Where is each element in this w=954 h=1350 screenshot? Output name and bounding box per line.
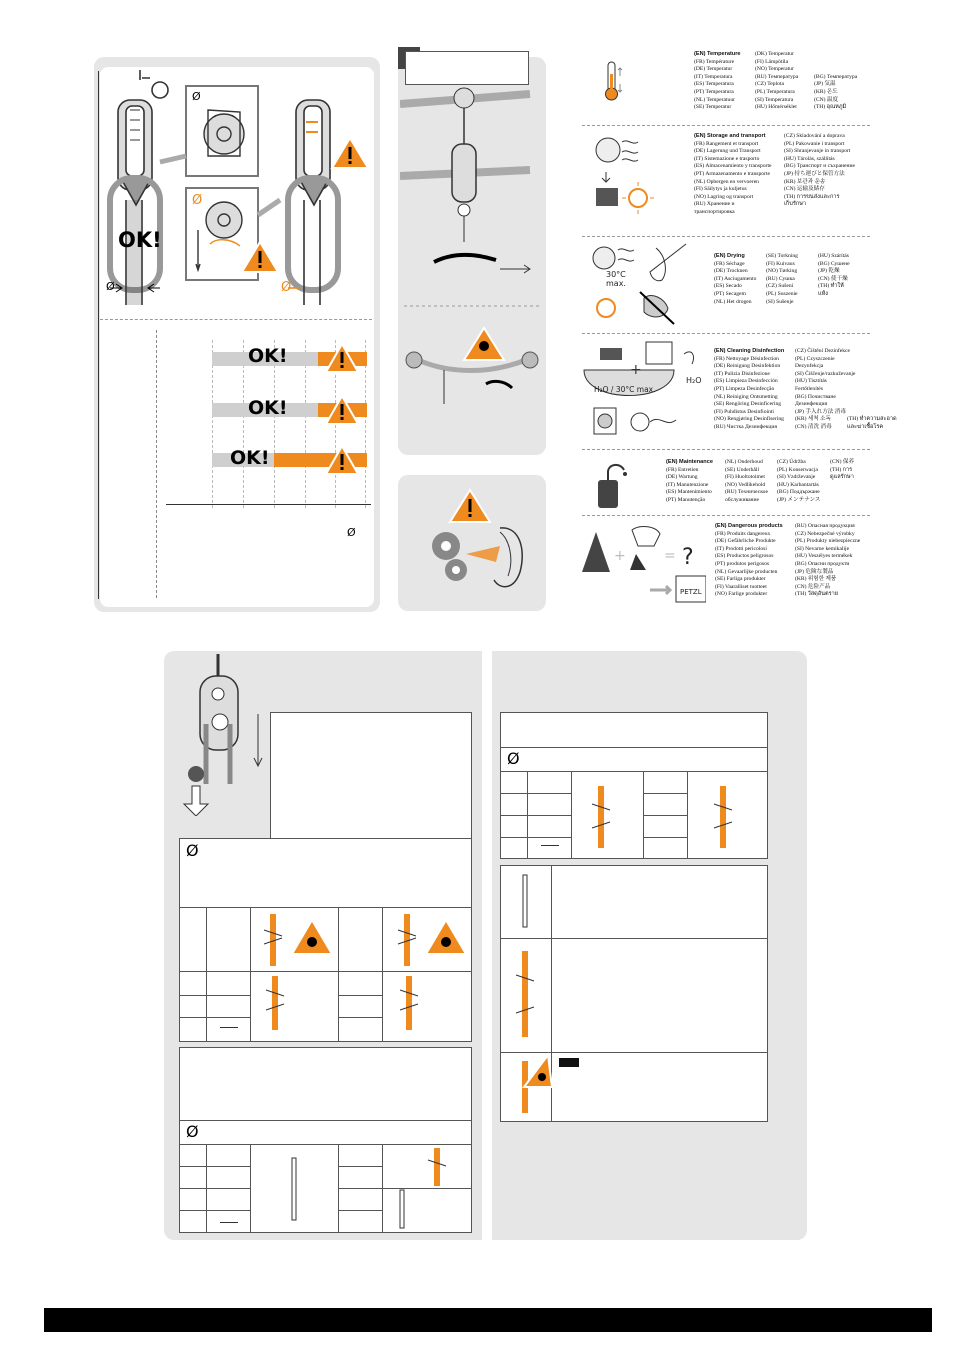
good-rope-icon: [292, 1158, 296, 1220]
dangerous-nl: (NL) Gevaarlijke producten: [715, 568, 778, 575]
drying-col1: [714, 253, 756, 306]
storage-title: (EN) Storage and transport: [694, 133, 766, 139]
damaged-rope-icon: [264, 914, 282, 966]
drying-title: (EN) Drying: [714, 253, 745, 259]
danger-warning-icon: [292, 920, 332, 954]
table-subrow: [501, 815, 571, 816]
rope-condition-icons-3: [570, 776, 766, 856]
maintenance-ru-2: обслуживание: [725, 496, 760, 503]
storage-ru-2: транспортировка: [694, 208, 735, 215]
diameter-symbol: Ø: [186, 1122, 199, 1141]
warning-icon: [326, 396, 358, 424]
storage-fi: (FI) Säilytys ja kuljetus: [694, 186, 747, 193]
section-divider: [582, 449, 870, 450]
damaged-rope-icon: [592, 786, 610, 848]
temperature-it: (IT) Temperatura: [694, 73, 733, 80]
dash-mark: [220, 1027, 238, 1028]
temperature-dk: (DK) Temperatur: [755, 51, 794, 57]
warning-icon: [332, 138, 368, 168]
cleaning-ru: (RU) Чистка Дезинфекция: [714, 423, 777, 430]
table-subrow: [180, 995, 250, 996]
maintenance-si: (SI) Vzdrževanje: [777, 474, 816, 481]
dangerous-col2: [795, 523, 860, 599]
storage-cn: (CN) 运输及储存: [784, 186, 825, 193]
moving-parts-illustration: [400, 480, 544, 606]
cleaning-fr: (FR) Nettoyage Désinfection: [714, 355, 779, 362]
maintenance-fi: (FI) Huoltotoimet: [725, 474, 765, 481]
storage-es: (ES) Almacenamiento y transporte: [694, 163, 772, 170]
dangerous-se: (SE) Farliga produkter: [715, 576, 766, 583]
cleaning-temp: H₂O / 30°C max.: [594, 385, 656, 394]
cleaning-col1: [714, 348, 784, 432]
maintenance-col2: [725, 459, 768, 505]
bar-ok-label: OK!: [248, 397, 288, 419]
drying-temp: 30°C max.: [606, 270, 626, 288]
chart-axis-diameter-symbol: Ø: [347, 526, 356, 539]
device-left: [110, 70, 168, 305]
maintenance-col1: [666, 459, 713, 505]
storage-si: (SI) Shranjevanje in transport: [784, 148, 851, 155]
cleaning-h2o: H₂O: [686, 376, 702, 385]
maintenance-pt: (PT) Manutenção: [666, 496, 706, 503]
maintenance-col4: [830, 459, 854, 497]
drying-cz: (CZ) Sušení: [766, 283, 794, 290]
storage-nl: (NL) Opbergen en vervoeren: [694, 178, 759, 185]
maintenance-es: (ES) Mantenimiento: [666, 489, 712, 496]
danger-warning-icon: [426, 920, 466, 954]
temperature-se: (SE) Temperatur: [694, 104, 732, 111]
storage-fr: (FR) Rangement et transport: [694, 140, 759, 147]
cleaning-bg: (BG) Почистване: [795, 393, 836, 400]
temperature-si: (SI) Temperatura: [755, 96, 794, 103]
diameter-symbol-zoom1: Ø: [192, 90, 201, 103]
device-load-illustration: [178, 654, 268, 816]
maintenance-col3: [777, 459, 821, 505]
temperature-nl: (NL) Temperatuur: [694, 96, 735, 103]
drying-col2: [766, 253, 798, 306]
section-divider: [582, 333, 870, 334]
diameter-symbol-right: Ø: [281, 280, 292, 295]
cleaning-si: (SI) Čiščenje/razkuževanje: [795, 370, 856, 377]
cleaning-es: (ES) Limpieza Desinfección: [714, 378, 778, 385]
dangerous-pt: (PT) produtos perigosos: [715, 560, 770, 567]
damaged-rope-icon: [714, 786, 732, 848]
table-row-line: [180, 1120, 471, 1121]
cleaning-th: (TH) ทำความสะอาด: [847, 416, 897, 423]
diameter-symbol: Ø: [106, 280, 115, 293]
maintenance-jp: (JP) メンテナンス: [777, 496, 821, 503]
dangerous-cz: (CZ) Nebezpečné výrobky: [795, 530, 855, 537]
damaged-rope-icon: [400, 976, 418, 1030]
maintenance-pl: (PL) Konserwacja: [777, 466, 818, 473]
panel-divider: [482, 651, 492, 1240]
damaged-rope-icon: [398, 914, 416, 966]
good-rope-icon: [523, 875, 527, 927]
chart-axis: [166, 504, 371, 505]
device-rope-illustration: [100, 70, 376, 306]
table-subrow: [180, 1210, 250, 1211]
cleaning-pl: (PL) Czyszczenie: [795, 355, 835, 362]
cleaning-nl: (NL) Reiniging Ontsmetting: [714, 393, 778, 400]
section-divider: [582, 125, 870, 126]
bar-ok-label: OK!: [248, 345, 288, 367]
table-subrow: [501, 793, 571, 794]
temperature-ru: (RU) Температура: [755, 73, 799, 80]
cleaning-bg-2: Дезинфекция: [795, 401, 828, 408]
fall-arrest-illustration: [400, 84, 544, 454]
table-row-line: [501, 771, 767, 772]
drying-pt: (PT) Secagem: [714, 290, 746, 297]
storage-it: (IT) Sistemazione e trasporto: [694, 155, 760, 162]
packaging-brand: PETZL: [680, 588, 702, 596]
diameter-symbol: Ø: [186, 841, 199, 860]
drying-de: (DE) Trocknen: [714, 268, 748, 275]
drying-ru: (RU) Сушка: [766, 275, 795, 282]
cleaning-hu: (HU) Tisztítás: [795, 378, 827, 385]
dangerous-pl: (PL) Produkty niebezpieczne: [795, 538, 861, 545]
temperature-col3: [814, 51, 857, 112]
dangerous-es: (ES) Productos peligrosos: [715, 553, 774, 560]
device-right: [288, 100, 338, 305]
maintenance-de: (DE) Wartung: [666, 474, 698, 481]
drying-col3: [818, 253, 850, 299]
maintenance-title: (EN) Maintenance: [666, 459, 713, 465]
drying-es: (ES) Secado: [714, 283, 742, 290]
cleaning-no: (NO) Rengjøring Desinfisering: [714, 416, 784, 423]
damaged-rope-icon: [428, 1148, 446, 1186]
table-col-line: [206, 907, 207, 1041]
drying-si: (SI) Sušenje: [766, 298, 794, 305]
diameter-bar-chart: [166, 340, 371, 515]
cleaning-title: (EN) Cleaning Disinfection: [714, 348, 785, 354]
warning-icon: [326, 446, 358, 474]
storage-bg: (BG) Транспорт и съхранение: [784, 163, 856, 170]
warning-icon: [326, 344, 358, 372]
ok-label: OK!: [118, 228, 162, 252]
temperature-fi: (FI) Lämpötila: [755, 58, 789, 65]
maintenance-fr: (FR) Entretien: [666, 466, 699, 473]
cleaning-pl-2: Dezynfekcja: [795, 363, 824, 370]
storage-no: (NO) Lagring og transport: [694, 193, 754, 200]
dangerous-ru: (RU) Опасная продукция: [795, 523, 855, 529]
footer-bar: [44, 1308, 932, 1332]
cleaning-hu-2: Fertőtlenítés: [795, 385, 823, 392]
bar-warning-icons: [324, 342, 360, 492]
rope-damage-icons-1: [250, 906, 470, 1040]
chart-left-rule: [156, 330, 157, 598]
cleaning-fi: (FI) Puhdistus Desinfiointi: [714, 408, 774, 415]
dangerous-bg: (BG) Опасни продукти: [795, 560, 850, 567]
diameter-symbol-zoom2: Ø: [192, 193, 203, 208]
panel-left-rule: [98, 71, 99, 599]
equals-sign: =: [664, 548, 676, 564]
temperature-title: (EN) Temperature: [694, 51, 741, 57]
maintenance-se: (SE) Underhåll: [725, 466, 760, 473]
drying-th-2: แห้ง: [818, 290, 829, 297]
storage-ru: (RU) Хранение и: [694, 201, 735, 208]
drying-th: (TH) ทำให้: [818, 283, 844, 290]
question-mark: ?: [682, 545, 694, 570]
dangerous-no: (NO) Farlige produkter: [715, 591, 768, 598]
storage-hu: (HU) Tárolás, szállítás: [784, 155, 835, 162]
drying-it: (IT) Asciugamento: [714, 275, 757, 282]
temperature-bg: (BG) Температура: [814, 73, 858, 80]
section-divider: [582, 515, 870, 516]
info-box-top-left: [270, 712, 472, 840]
dangerous-cn: (CN) 危险产品: [795, 583, 831, 590]
cleaning-cn: (CN) 清洗 消毒: [795, 423, 832, 430]
cleaning-de: (DE) Reinigung Desinfektion: [714, 363, 781, 370]
storage-pl: (PL) Pakowanie i transport: [784, 140, 845, 147]
drying-no: (NO) Tørking: [766, 268, 798, 275]
temperature-hu: (HU) Hőmérséklet: [755, 104, 797, 111]
temperature-pl: (PL) Temperatura: [755, 88, 795, 95]
temperature-col2: [755, 51, 798, 112]
dangerous-it: (IT) Prodotti pericolosi: [715, 545, 767, 552]
drying-fi: (FI) Kuivaus: [766, 260, 795, 267]
dangerous-hu: (HU) Veszélyes termékek: [795, 553, 853, 560]
maintenance-th: (TH) การ: [830, 466, 853, 473]
storage-th: (TH) การขนส่งและการ: [784, 193, 840, 200]
table-subrow: [180, 1017, 250, 1018]
dangerous-fr: (FR) Produits dangereux: [715, 530, 771, 537]
danger-warning-icon: [524, 1055, 552, 1087]
table-subrow: [180, 1166, 250, 1167]
temperature-cz: (CZ) Teplota: [755, 81, 784, 88]
dash-mark: [541, 845, 559, 846]
cleaning-jp: (JP) 手入れ方法 消毒: [795, 408, 846, 415]
storage-pt: (PT) Armazenamento e transporte: [694, 170, 770, 177]
temperature-cn: (CN) 温度: [814, 96, 839, 103]
drying-jp: (JP) 乾燥: [818, 268, 840, 275]
table-subrow: [180, 1188, 250, 1189]
drying-pl: (PL) Suszenie: [766, 290, 798, 297]
maintenance-cz: (CZ) Údržba: [777, 459, 806, 465]
maintenance-it: (IT) Manutenzione: [666, 481, 709, 488]
maintenance-ru: (RU) Техническое: [725, 489, 768, 496]
maintenance-bg: (BG) Поддържане: [777, 489, 820, 496]
table-subrow: [501, 837, 571, 838]
chart-divider: [100, 319, 372, 320]
temperature-fr: (FR) Température: [694, 58, 735, 65]
cleaning-col3: [795, 348, 897, 432]
black-label: [559, 1058, 579, 1067]
cleaning-se: (SE) Rengöring Desinficering: [714, 401, 782, 408]
dangerous-de: (DE) Gefährliche Produkte: [715, 538, 776, 545]
storage-col1: [694, 133, 772, 217]
drying-cn: (CN) 使干燥: [818, 275, 848, 282]
maintenance-icon: [594, 460, 634, 510]
thermometer-icon: [598, 60, 628, 102]
dangerous-kr: (KR) 위험한 제품: [795, 576, 837, 583]
maintenance-no: (NO) Vedlikehold: [725, 481, 766, 488]
drying-bg: (BG) Сушене: [818, 260, 850, 267]
storage-de: (DE) Lagerung und Transport: [694, 148, 761, 155]
maintenance-cn: (CN) 保养: [830, 459, 855, 465]
temperature-de: (DE) Temperatur: [694, 66, 733, 73]
temperature-th: (TH) อุณหภูมิ: [814, 104, 847, 111]
good-rope-icon: [400, 1190, 404, 1228]
cleaning-kr: (KR) 세척 소독: [795, 416, 831, 423]
cleaning-pt: (PT) Limpeza Desinfecção: [714, 385, 775, 392]
dangerous-title: (EN) Dangerous products: [715, 523, 783, 529]
drying-fr: (FR) Séchage: [714, 260, 745, 267]
temperature-es: (ES) Temperatura: [694, 81, 734, 88]
storage-icon: [588, 132, 662, 216]
damaged-rope-icon: [516, 951, 534, 1037]
warning-icon: [450, 490, 490, 522]
temperature-pt: (PT) Temperatura: [694, 88, 734, 95]
dangerous-th: (TH) วัสดุอันตราย: [795, 591, 839, 598]
damaged-rope-icon: [266, 976, 284, 1030]
drying-icon: [586, 242, 712, 328]
temperature-jp: (JP) 気温: [814, 81, 836, 88]
drying-hu: (HU) Szárítás: [818, 253, 849, 259]
cleaning-cz: (CZ) Čištění Dezinfekce: [795, 348, 850, 354]
cleaning-th-2: และฆ่าเชื้อโรค: [847, 423, 884, 430]
temperature-kr: (KR) 온도: [814, 88, 838, 95]
diameter-symbol: Ø: [507, 749, 520, 768]
temperature-col1: [694, 51, 741, 112]
maintenance-th-2: ดูแลรักษา: [830, 474, 854, 481]
storage-jp: (JP) 持ち運びと保管方法: [784, 170, 845, 177]
danger-warning-icon: [464, 328, 504, 360]
dangerous-si: (SI) Nevarne kemikalije: [795, 545, 850, 552]
dash-mark: [220, 1222, 238, 1223]
table-row-line: [501, 747, 767, 748]
plus-sign: +: [630, 362, 642, 378]
dangerous-fi: (FI) Vaaralliset tuotteet: [715, 583, 767, 590]
drying-nl: (NL) Het drogen: [714, 298, 752, 305]
storage-kr: (KR) 보관과 운송: [784, 178, 826, 185]
inspection-icons: [500, 865, 552, 1120]
maintenance-nl: (NL) Onderhoud: [725, 459, 763, 465]
dangerous-col1: [715, 523, 783, 599]
section-divider: [582, 236, 870, 237]
storage-cz: (CZ) Skladování a doprava: [784, 133, 845, 139]
plus-sign: +: [614, 548, 626, 564]
storage-th-2: เก็บรักษา: [784, 201, 807, 208]
rope-condition-icons-2: [250, 1144, 470, 1232]
bar-ok-label: OK!: [230, 447, 270, 469]
maintenance-hu: (HU) Karbantartás: [777, 481, 819, 488]
storage-col2: [784, 133, 855, 209]
dangerous-jp: (JP) 危険な製品: [795, 568, 834, 575]
drying-se: (SE) Torkning: [766, 253, 798, 259]
section-header-box: [405, 51, 529, 85]
cleaning-it: (IT) Pulizia Disinfezione: [714, 370, 770, 377]
temperature-no: (NO) Temperatur: [755, 66, 794, 73]
